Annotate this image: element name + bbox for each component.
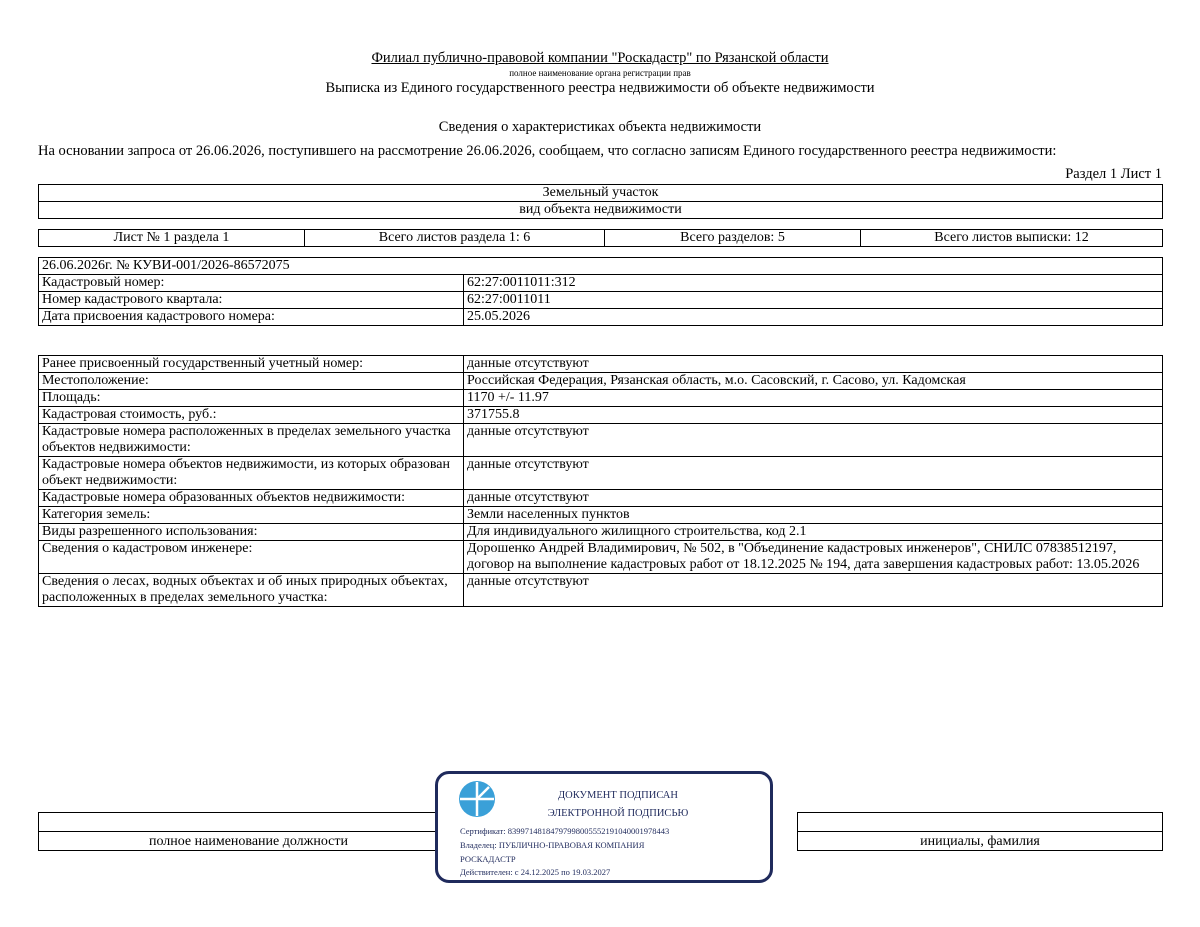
total-section-sheets: Всего листов раздела 1: 6 — [305, 230, 605, 247]
object-type-table — [38, 184, 1163, 219]
document-title: Выписка из Единого государственного реестра недвижимости об объекте недвижимости — [325, 80, 875, 96]
sheets-table — [38, 229, 1163, 247]
object-type-value: Земельный участок — [39, 185, 1163, 202]
table-row — [39, 507, 1163, 524]
row-label: Кадастровые номера расположенных в пределах земельного участка объектов недвижимости: — [39, 424, 464, 457]
row-value: Земли населенных пунктов — [464, 507, 1163, 524]
position-caption: полное наименование должности — [39, 832, 459, 851]
row-value: данные отсутствуют — [464, 457, 1163, 490]
row-value: данные отсутствуют — [464, 424, 1163, 457]
row-label: Площадь: — [39, 390, 464, 407]
row-label: Категория земель: — [39, 507, 464, 524]
row-label: Дата присвоения кадастрового номера: — [39, 309, 464, 326]
name-field — [798, 813, 1163, 832]
row-value: Российская Федерация, Рязанская область, м.о. Сасовский, г. Сасово, ул. Кадомская — [464, 373, 1163, 390]
name-caption: инициалы, фамилия — [798, 832, 1163, 851]
section-title: Сведения о характеристиках объекта недвижимости — [438, 119, 762, 135]
organization-caption: полное наименование органа регистрации прав — [509, 68, 691, 78]
stamp-certificate: Сертификат: 83997148184797998005552191040001978443 — [460, 826, 670, 836]
table-row — [39, 490, 1163, 507]
stamp-line1: ДОКУМЕНТ ПОДПИСАН — [558, 790, 678, 801]
row-value: Для индивидуального жилищного строительства, код 2.1 — [464, 524, 1163, 541]
table-row — [39, 373, 1163, 390]
total-extract-sheets: Всего листов выписки: 12 — [861, 230, 1163, 247]
stamp-validity: Действителен: с 24.12.2025 по 19.03.2027 — [460, 867, 611, 877]
row-value: 1170 +/- 11.97 — [464, 390, 1163, 407]
row-label: Сведения о кадастровом инженере: — [39, 541, 464, 574]
table-row — [39, 407, 1163, 424]
row-value: 25.05.2026 — [464, 309, 1163, 326]
roskadastr-logo-icon — [458, 780, 496, 818]
row-value: 371755.8 — [464, 407, 1163, 424]
section-sheet-label: Раздел 1 Лист 1 — [1065, 166, 1162, 182]
stamp-line2: ЭЛЕКТРОННОЙ ПОДПИСЬЮ — [547, 808, 689, 819]
main-table — [38, 257, 1163, 326]
electronic-signature-stamp — [435, 771, 773, 883]
row-value: 62:27:0011011:312 — [464, 275, 1163, 292]
total-sections: Всего разделов: 5 — [605, 230, 861, 247]
info-table — [38, 355, 1163, 607]
row-value: 62:27:0011011 — [464, 292, 1163, 309]
position-field — [39, 813, 459, 832]
table-row — [39, 424, 1163, 457]
organization-name: Филиал публично-правовой компании "Роскадастр" по Рязанской области — [371, 50, 829, 66]
row-value: данные отсутствуют — [464, 574, 1163, 607]
row-value: данные отсутствуют — [464, 490, 1163, 507]
table-row — [39, 275, 1163, 292]
doc-number: 26.06.2026г. № КУВИ-001/2026-86572075 — [39, 258, 1163, 275]
row-value: Дорошенко Андрей Владимирович, № 502, в "Объединение кадастровых инженеров", СНИЛС 07838512197, договор на выполнение кадастровых работ от 18.12.2025 № 194, дата завершения кадастровых работ: 13.05.2026 — [464, 541, 1163, 574]
sheet-number: Лист № 1 раздела 1 — [39, 230, 305, 247]
row-label: Кадастровая стоимость, руб.: — [39, 407, 464, 424]
table-row — [39, 309, 1163, 326]
table-row — [39, 390, 1163, 407]
object-type-caption: вид объекта недвижимости — [39, 202, 1163, 219]
table-row — [39, 292, 1163, 309]
row-label: Сведения о лесах, водных объектах и об иных природных объектах, расположенных в пределах земельного участка: — [39, 574, 464, 607]
row-label: Кадастровые номера образованных объектов недвижимости: — [39, 490, 464, 507]
table-row — [39, 524, 1163, 541]
stamp-owner: Владелец: ПУБЛИЧНО-ПРАВОВАЯ КОМПАНИЯ — [460, 840, 645, 850]
row-label: Местоположение: — [39, 373, 464, 390]
stamp-owner2: РОСКАДАСТР — [460, 854, 516, 864]
table-row — [39, 356, 1163, 373]
row-label: Кадастровые номера объектов недвижимости, из которых образован объект недвижимости: — [39, 457, 464, 490]
table-row — [39, 541, 1163, 574]
table-row — [39, 457, 1163, 490]
table-row — [39, 574, 1163, 607]
row-label: Номер кадастрового квартала: — [39, 292, 464, 309]
row-label: Ранее присвоенный государственный учетный номер: — [39, 356, 464, 373]
row-label: Кадастровый номер: — [39, 275, 464, 292]
row-value: данные отсутствуют — [464, 356, 1163, 373]
basis-text: На основании запроса от 26.06.2026, поступившего на рассмотрение 26.06.2026, сообщаем, что согласно записям Единого государственного реестра недвижимости: — [38, 143, 1057, 159]
row-label: Виды разрешенного использования: — [39, 524, 464, 541]
